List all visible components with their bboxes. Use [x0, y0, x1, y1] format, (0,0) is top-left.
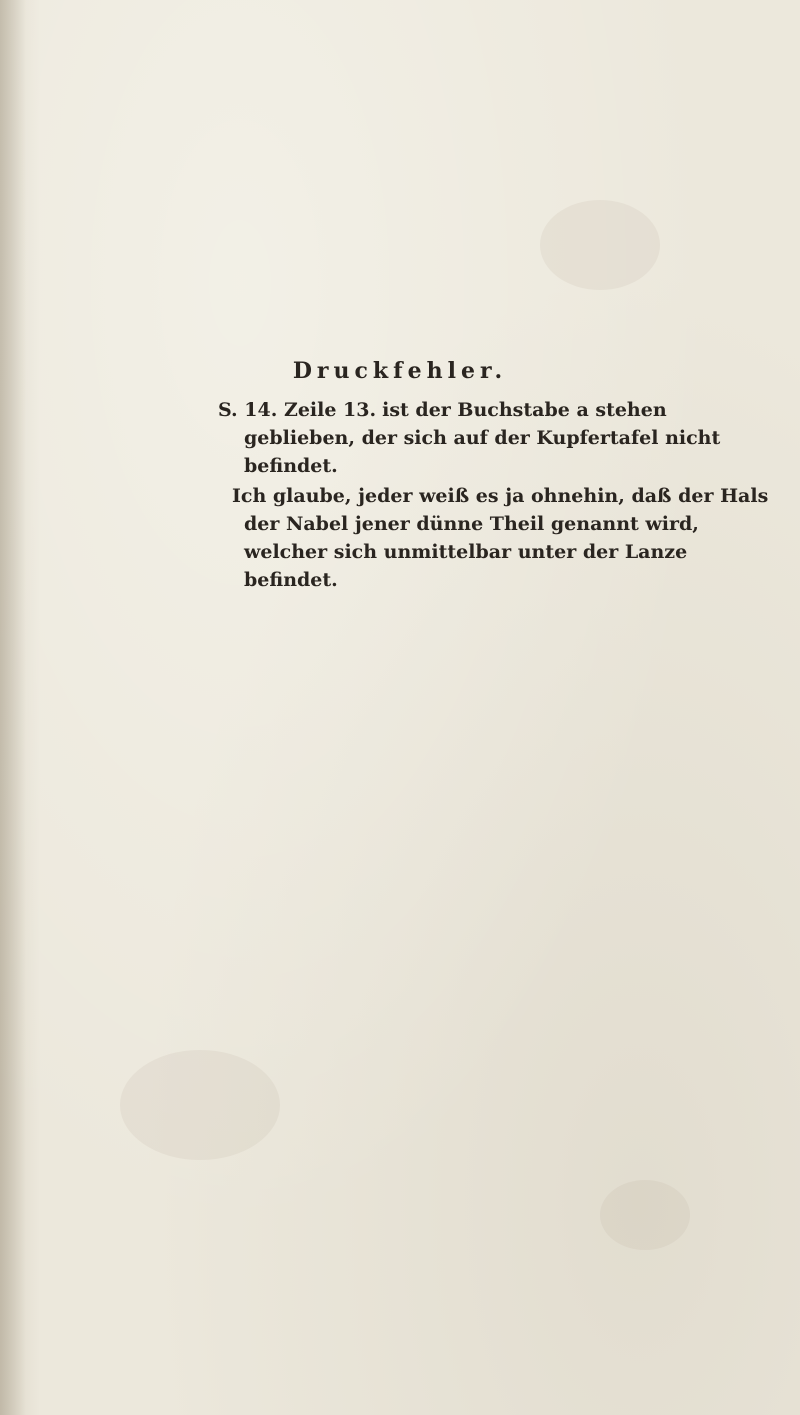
errata-text: ist der Buchstabe a stehen geblieben, der sich auf der Kupfertafel nicht befindet.	[244, 399, 721, 477]
paper-stain	[120, 1050, 280, 1160]
errata-reference: S. 14. Zeile 13.	[218, 399, 377, 421]
errata-body	[218, 396, 778, 594]
page-spine-shadow	[0, 0, 26, 1415]
body-paragraph: Ich glaube, jeder weiß es ja ohnehin, daß der Hals der Nabel jener dünne Theil genannt wird, welcher sich unmittelbar unter der Lanze befindet.	[232, 485, 769, 591]
errata-heading: Druckfehler.	[292, 358, 508, 384]
paper-stain	[540, 200, 660, 290]
paper-stain	[600, 1180, 690, 1250]
errata-entry	[218, 396, 778, 480]
